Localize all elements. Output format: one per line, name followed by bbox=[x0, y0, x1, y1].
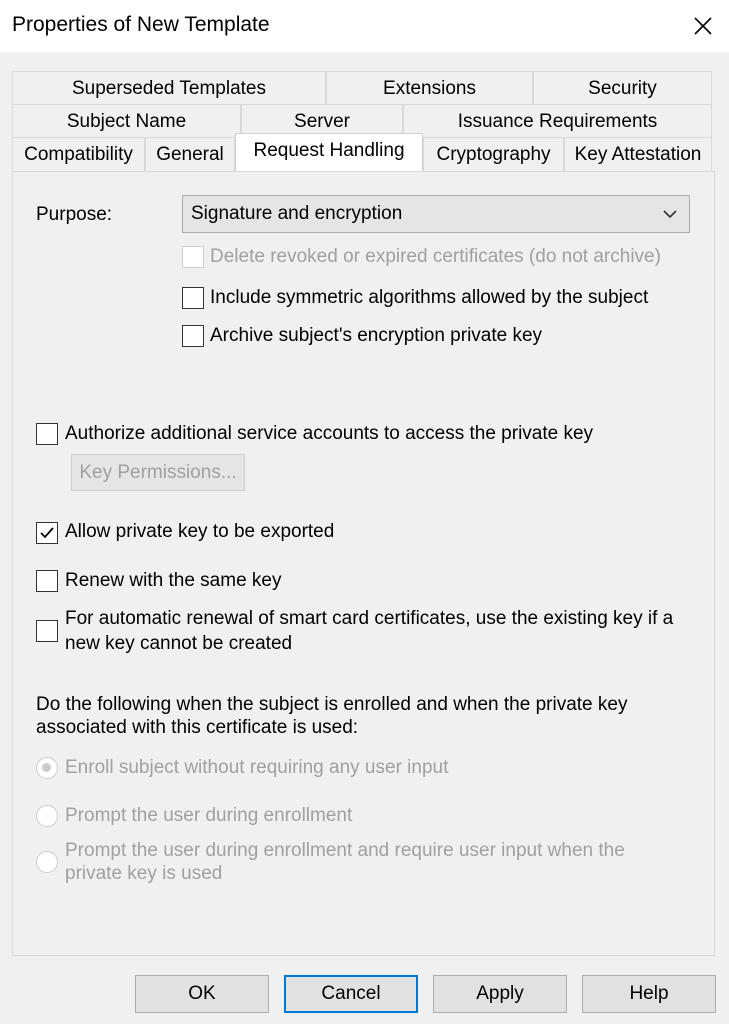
radio-selected-dot bbox=[42, 763, 51, 772]
prompt-user-label: Prompt the user during enrollment bbox=[65, 805, 353, 826]
prompt-user-radio[interactable] bbox=[36, 805, 58, 827]
tab-issuance-requirements[interactable]: Issuance Requirements bbox=[403, 104, 712, 138]
key-permissions-button[interactable]: Key Permissions... bbox=[71, 454, 245, 491]
tab-cryptography[interactable]: Cryptography bbox=[423, 137, 564, 171]
prompt-require-input-label-line1: Prompt the user during enrollment and require user input when the bbox=[65, 840, 625, 861]
tab-subject-name[interactable]: Subject Name bbox=[12, 104, 241, 138]
title-bar bbox=[0, 0, 729, 52]
apply-button[interactable]: Apply bbox=[433, 975, 567, 1013]
delete-revoked-label: Delete revoked or expired certificates (do not archive) bbox=[210, 246, 661, 267]
allow-export-checkbox[interactable] bbox=[36, 522, 58, 544]
renew-same-key-label: Renew with the same key bbox=[65, 570, 282, 591]
window-title: Properties of New Template bbox=[12, 13, 270, 36]
allow-export-label: Allow private key to be exported bbox=[65, 521, 335, 542]
prompt-require-input-radio[interactable] bbox=[36, 851, 58, 873]
smart-card-renewal-label-line1: For automatic renewal of smart card certificates, use the existing key if a bbox=[65, 608, 674, 629]
include-symmetric-label: Include symmetric algorithms allowed by the subject bbox=[210, 287, 649, 308]
archive-key-checkbox[interactable] bbox=[182, 325, 204, 347]
prompt-require-input-label-line2: private key is used bbox=[65, 863, 223, 884]
close-icon bbox=[693, 16, 713, 36]
authorize-accounts-label: Authorize additional service accounts to access the private key bbox=[65, 423, 594, 444]
renew-same-key-checkbox[interactable] bbox=[36, 570, 58, 592]
purpose-label: Purpose: bbox=[36, 204, 113, 225]
archive-key-label: Archive subject's encryption private key bbox=[210, 325, 543, 346]
smart-card-renewal-checkbox[interactable] bbox=[36, 620, 58, 642]
chevron-down-icon bbox=[661, 206, 679, 222]
tab-request-handling[interactable]: Request Handling bbox=[235, 133, 423, 171]
delete-revoked-checkbox[interactable] bbox=[182, 246, 204, 268]
include-symmetric-checkbox[interactable] bbox=[182, 287, 204, 309]
tab-general[interactable]: General bbox=[145, 137, 235, 171]
tab-security[interactable]: Security bbox=[533, 71, 712, 105]
enroll-no-input-label: Enroll subject without requiring any user input bbox=[65, 757, 449, 778]
ok-button[interactable]: OK bbox=[135, 975, 269, 1013]
cancel-button[interactable]: Cancel bbox=[284, 975, 418, 1013]
enroll-no-input-radio[interactable] bbox=[36, 757, 58, 779]
tab-compatibility[interactable]: Compatibility bbox=[12, 137, 145, 171]
purpose-dropdown[interactable] bbox=[182, 195, 690, 233]
tab-key-attestation[interactable]: Key Attestation bbox=[564, 137, 712, 171]
enrollment-description-line1: Do the following when the subject is enrolled and when the private key bbox=[36, 694, 628, 715]
authorize-accounts-checkbox[interactable] bbox=[36, 423, 58, 445]
checkmark-icon bbox=[38, 524, 56, 542]
tab-extensions[interactable]: Extensions bbox=[326, 71, 533, 105]
tab-server[interactable]: Server bbox=[241, 104, 403, 138]
help-button[interactable]: Help bbox=[582, 975, 716, 1013]
enrollment-description-line2: associated with this certificate is used: bbox=[36, 717, 359, 738]
tab-superseded-templates[interactable]: Superseded Templates bbox=[12, 71, 326, 105]
close-button[interactable] bbox=[686, 9, 720, 43]
purpose-selected-value: Signature and encryption bbox=[191, 203, 403, 224]
smart-card-renewal-label-line2: new key cannot be created bbox=[65, 633, 293, 654]
